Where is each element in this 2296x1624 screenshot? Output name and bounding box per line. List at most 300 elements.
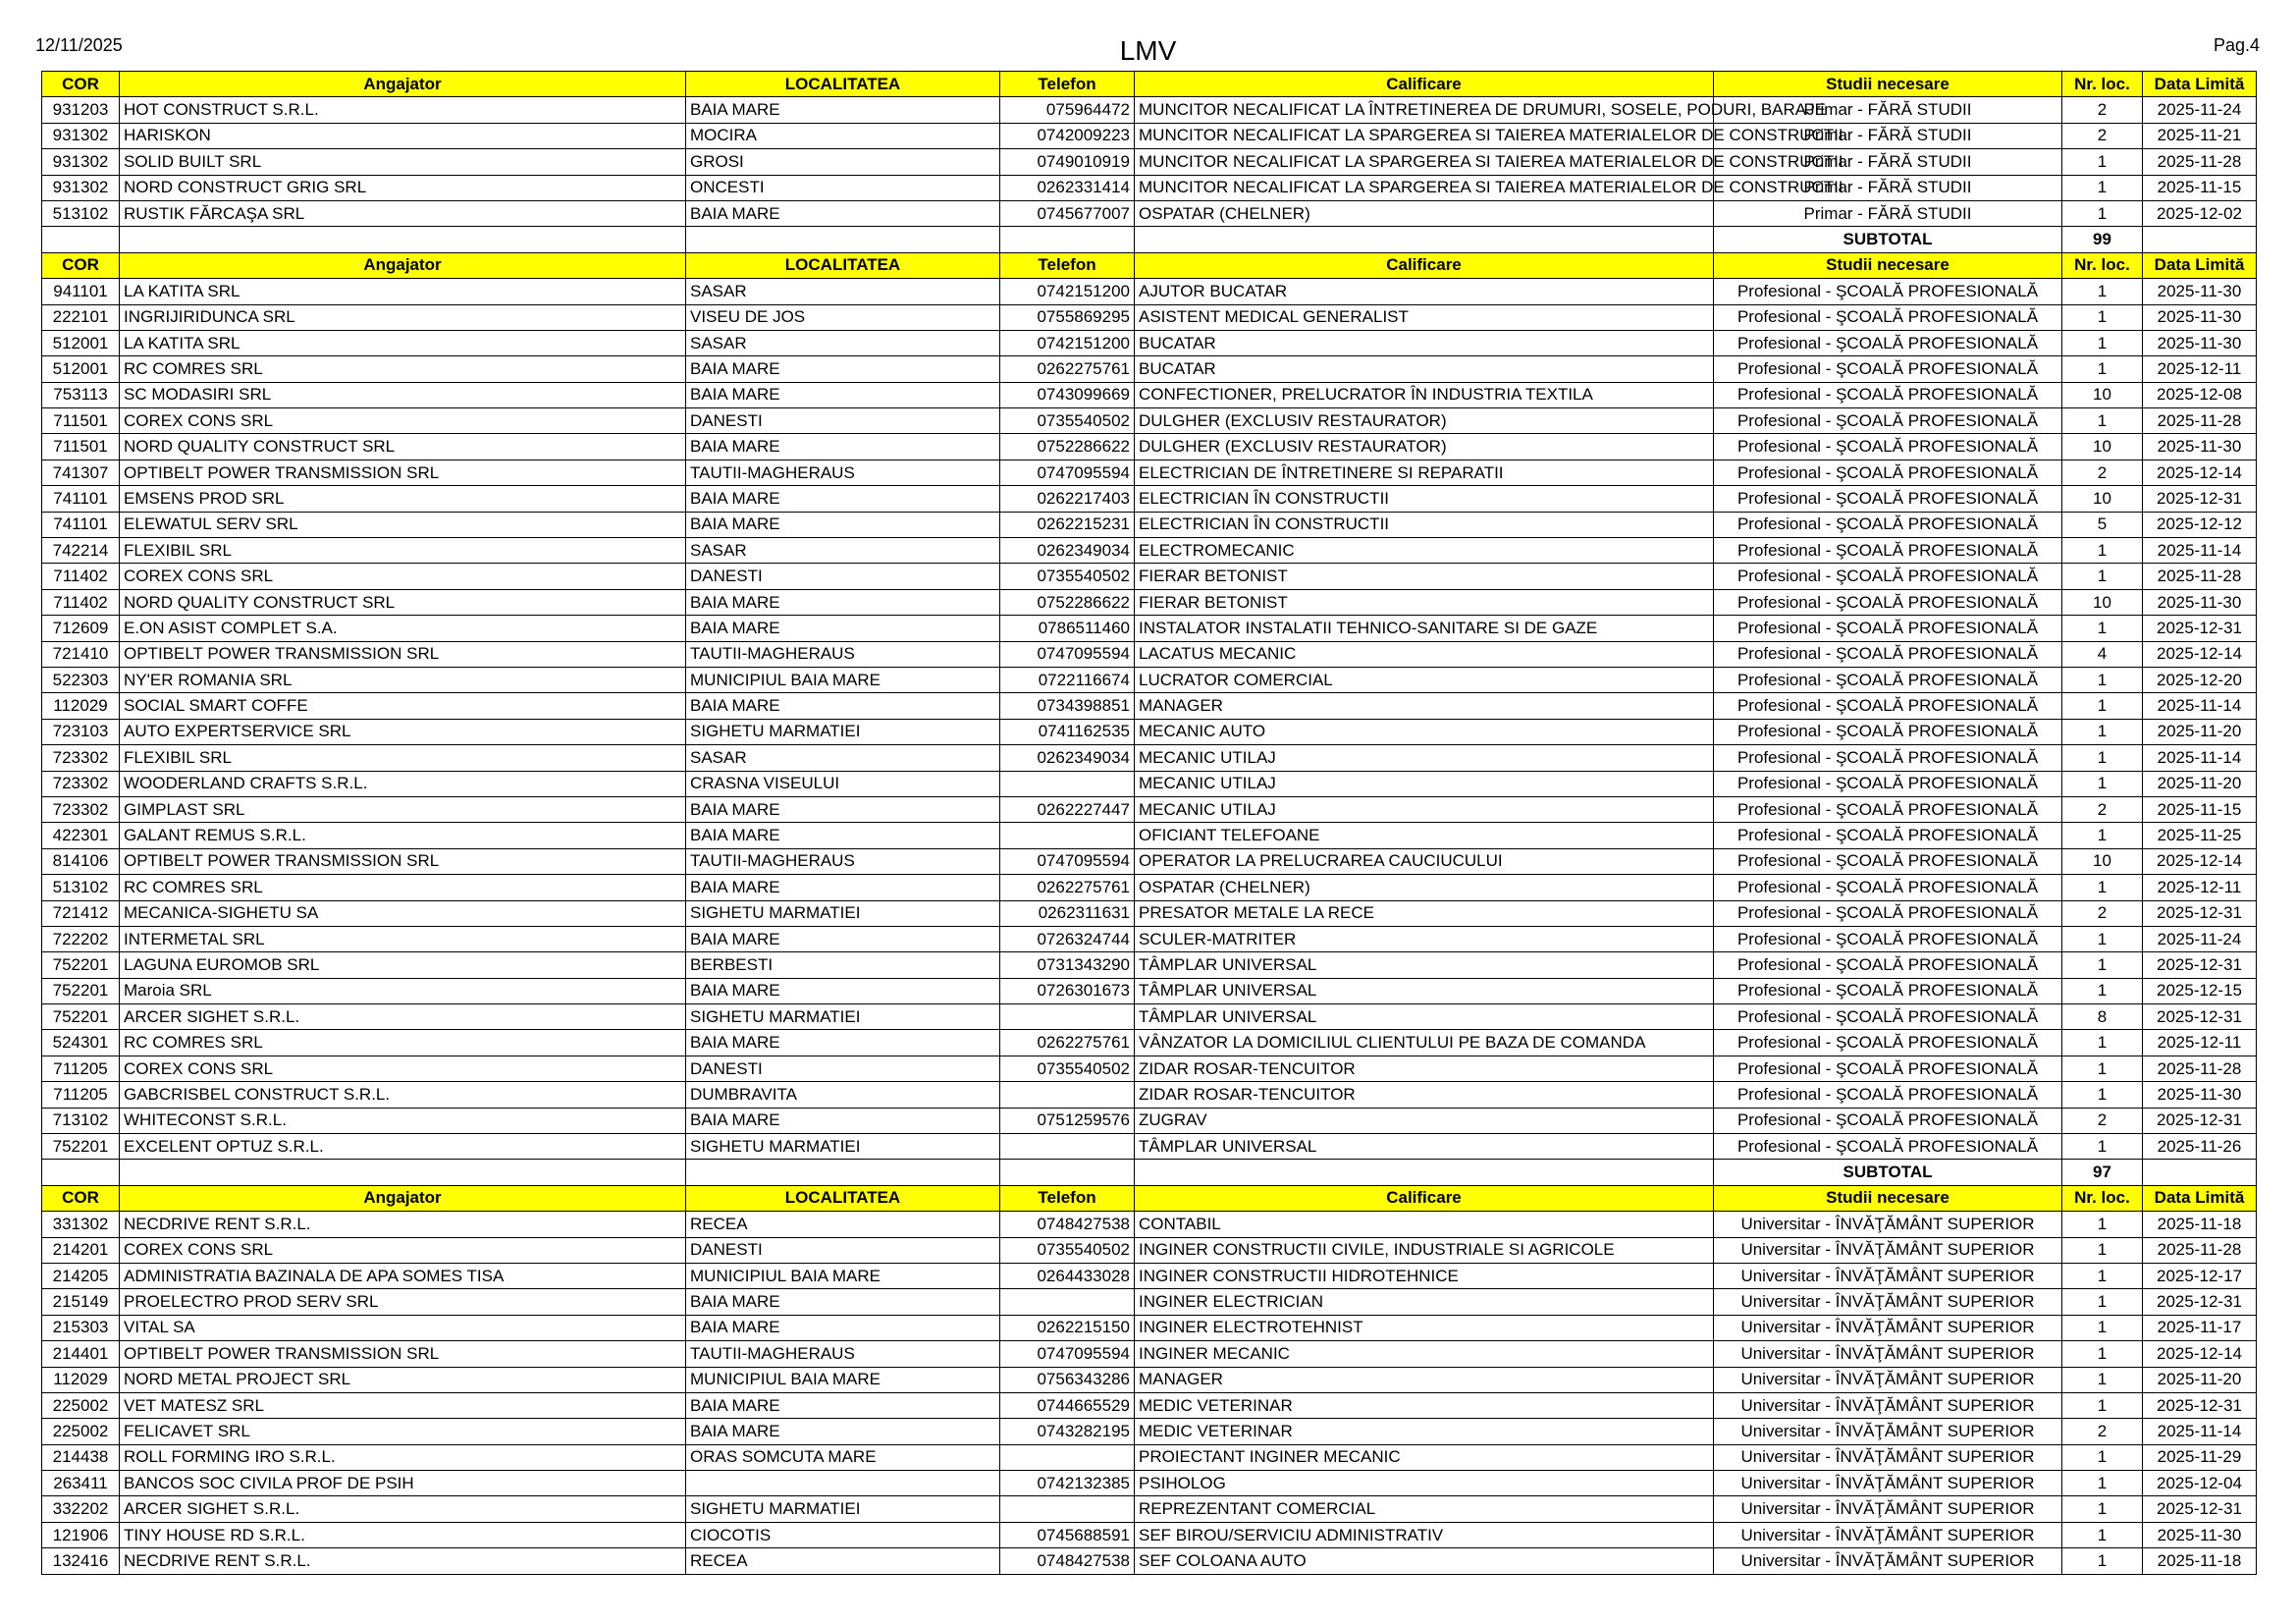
cell-cor: 941101	[42, 279, 120, 304]
column-header-data-limita: Data Limită	[2143, 72, 2257, 97]
cell-calificare: MANAGER	[1135, 1367, 1714, 1392]
cell-calificare: INGINER ELECTRICIAN	[1135, 1289, 1714, 1315]
subtotal-label: SUBTOTAL	[1714, 227, 2062, 252]
cell-data-limita: 2025-12-31	[2143, 1108, 2257, 1133]
column-header-data-limita: Data Limită	[2143, 1185, 2257, 1211]
cell-cor: 712609	[42, 616, 120, 641]
table-row	[42, 796, 2257, 822]
cell-telefon	[1000, 1134, 1135, 1160]
cell-nr-loc: 1	[2062, 667, 2143, 692]
cell-calificare: CONTABIL	[1135, 1212, 1714, 1237]
cell-telefon: 0262311631	[1000, 900, 1135, 926]
table-row	[42, 200, 2257, 226]
cell-data-limita: 2025-12-17	[2143, 1263, 2257, 1288]
cell-telefon: 0735540502	[1000, 564, 1135, 589]
cell-data-limita: 2025-12-14	[2143, 848, 2257, 874]
table-row	[42, 875, 2257, 900]
cell-calificare: INGINER ELECTROTEHNIST	[1135, 1315, 1714, 1340]
table-row	[42, 667, 2257, 692]
cell-studii: Primar - FĂRĂ STUDII	[1714, 123, 2062, 148]
cell-cor: 814106	[42, 848, 120, 874]
cell-cor: 112029	[42, 1367, 120, 1392]
cell-telefon	[1000, 1444, 1135, 1470]
cell-nr-loc: 1	[2062, 1289, 2143, 1315]
cell-telefon: 0264433028	[1000, 1263, 1135, 1288]
cell-calificare: MEDIC VETERINAR	[1135, 1392, 1714, 1418]
cell-telefon: 0745688591	[1000, 1522, 1135, 1547]
cell-studii: Profesional - ŞCOALĂ PROFESIONALĂ	[1714, 848, 2062, 874]
cell-cor: 214401	[42, 1341, 120, 1367]
cell-telefon: 0262215231	[1000, 512, 1135, 537]
table-row	[42, 616, 2257, 641]
cell-angajator: WOODERLAND CRAFTS S.R.L.	[120, 771, 686, 796]
cell-data-limita: 2025-11-24	[2143, 926, 2257, 951]
cell-data-limita: 2025-11-15	[2143, 175, 2257, 200]
cell-telefon	[1000, 823, 1135, 848]
cell-data-limita: 2025-12-31	[2143, 1289, 2257, 1315]
cell-localitatea: BAIA MARE	[686, 926, 1000, 951]
cell-localitatea: CIOCOTIS	[686, 1522, 1000, 1547]
cell-data-limita: 2025-12-04	[2143, 1471, 2257, 1496]
column-header-studii: Studii necesare	[1714, 252, 2062, 278]
cell-data-limita: 2025-11-28	[2143, 149, 2257, 175]
cell-telefon: 0731343290	[1000, 952, 1135, 978]
cell-data-limita: 2025-12-31	[2143, 952, 2257, 978]
table-row	[42, 952, 2257, 978]
column-header-angajator: Angajator	[120, 72, 686, 97]
cell-angajator: WHITECONST S.R.L.	[120, 1108, 686, 1133]
table-row	[42, 1004, 2257, 1030]
cell-calificare: BUCATAR	[1135, 356, 1714, 382]
cell-calificare: ZIDAR ROSAR-TENCUITOR	[1135, 1056, 1714, 1081]
cell-localitatea: SIGHETU MARMATIEI	[686, 1496, 1000, 1522]
column-header-localitatea: LOCALITATEA	[686, 1185, 1000, 1211]
cell-telefon: 0747095594	[1000, 848, 1135, 874]
cell-nr-loc: 2	[2062, 796, 2143, 822]
cell-nr-loc: 1	[2062, 1134, 2143, 1160]
cell-calificare: MECANIC AUTO	[1135, 719, 1714, 744]
cell-studii: Universitar - ÎNVĂŢĂMÂNT SUPERIOR	[1714, 1315, 2062, 1340]
cell-data-limita: 2025-11-26	[2143, 1134, 2257, 1160]
cell-calificare: TÂMPLAR UNIVERSAL	[1135, 978, 1714, 1003]
cell-cor: 214438	[42, 1444, 120, 1470]
cell-angajator: LA KATITA SRL	[120, 330, 686, 355]
cell-nr-loc: 1	[2062, 1471, 2143, 1496]
cell-localitatea: BAIA MARE	[686, 875, 1000, 900]
cell-studii: Profesional - ŞCOALĂ PROFESIONALĂ	[1714, 434, 2062, 460]
cell-cor: 422301	[42, 823, 120, 848]
cell-localitatea: TAUTII-MAGHERAUS	[686, 460, 1000, 485]
cell-calificare: TÂMPLAR UNIVERSAL	[1135, 952, 1714, 978]
table-row	[42, 1030, 2257, 1056]
cell-nr-loc: 1	[2062, 1237, 2143, 1263]
cell-calificare: FIERAR BETONIST	[1135, 589, 1714, 615]
cell-cor: 713102	[42, 1108, 120, 1133]
column-header-calificare: Calificare	[1135, 72, 1714, 97]
cell-calificare: PRESATOR METALE LA RECE	[1135, 900, 1714, 926]
cell-telefon: 0756343286	[1000, 1367, 1135, 1392]
cell-localitatea: GROSI	[686, 149, 1000, 175]
cell-telefon: 0749010919	[1000, 149, 1135, 175]
cell-nr-loc: 1	[2062, 1522, 2143, 1547]
cell-nr-loc: 1	[2062, 1082, 2143, 1108]
table-row	[42, 589, 2257, 615]
cell-cor: 711501	[42, 434, 120, 460]
cell-localitatea: SASAR	[686, 330, 1000, 355]
cell-studii: Profesional - ŞCOALĂ PROFESIONALĂ	[1714, 356, 2062, 382]
cell-nr-loc: 10	[2062, 848, 2143, 874]
cell-nr-loc: 1	[2062, 926, 2143, 951]
cell-nr-loc: 2	[2062, 900, 2143, 926]
cell-studii: Primar - FĂRĂ STUDII	[1714, 149, 2062, 175]
cell-telefon	[1000, 1004, 1135, 1030]
cell-telefon: 0262275761	[1000, 1030, 1135, 1056]
cell-localitatea: BAIA MARE	[686, 200, 1000, 226]
cell-data-limita: 2025-11-30	[2143, 279, 2257, 304]
cell-nr-loc: 1	[2062, 564, 2143, 589]
cell-localitatea: MUNICIPIUL BAIA MARE	[686, 1263, 1000, 1288]
cell-nr-loc: 8	[2062, 1004, 2143, 1030]
cell-calificare: ELECTRICIAN ÎN CONSTRUCTII	[1135, 512, 1714, 537]
cell-data-limita: 2025-11-28	[2143, 1056, 2257, 1081]
cell-calificare: DULGHER (EXCLUSIV RESTAURATOR)	[1135, 434, 1714, 460]
cell-nr-loc: 5	[2062, 512, 2143, 537]
cell-data-limita: 2025-11-15	[2143, 796, 2257, 822]
cell-data-limita: 2025-12-31	[2143, 1004, 2257, 1030]
cell-calificare: LACATUS MECANIC	[1135, 641, 1714, 667]
cell-nr-loc: 1	[2062, 719, 2143, 744]
cell-studii: Universitar - ÎNVĂŢĂMÂNT SUPERIOR	[1714, 1496, 2062, 1522]
cell-calificare: ZUGRAV	[1135, 1108, 1714, 1133]
cell-nr-loc: 1	[2062, 616, 2143, 641]
cell-data-limita: 2025-12-14	[2143, 1341, 2257, 1367]
table-header-row	[42, 252, 2257, 278]
empty-cell	[42, 227, 120, 252]
cell-angajator: OPTIBELT POWER TRANSMISSION SRL	[120, 1341, 686, 1367]
cell-data-limita: 2025-11-14	[2143, 745, 2257, 771]
cell-angajator: NORD CONSTRUCT GRIG SRL	[120, 175, 686, 200]
empty-cell	[2143, 227, 2257, 252]
cell-studii: Profesional - ŞCOALĂ PROFESIONALĂ	[1714, 771, 2062, 796]
column-header-data-limita: Data Limită	[2143, 252, 2257, 278]
cell-studii: Profesional - ŞCOALĂ PROFESIONALĂ	[1714, 1030, 2062, 1056]
cell-angajator: ADMINISTRATIA BAZINALA DE APA SOMES TISA	[120, 1263, 686, 1288]
cell-localitatea: SIGHETU MARMATIEI	[686, 900, 1000, 926]
cell-studii: Profesional - ŞCOALĂ PROFESIONALĂ	[1714, 408, 2062, 434]
cell-studii: Profesional - ŞCOALĂ PROFESIONALĂ	[1714, 279, 2062, 304]
column-header-nr-loc: Nr. loc.	[2062, 252, 2143, 278]
cell-data-limita: 2025-12-31	[2143, 1392, 2257, 1418]
cell-cor: 752201	[42, 978, 120, 1003]
cell-angajator: FELICAVET SRL	[120, 1419, 686, 1444]
cell-angajator: RUSTIK FĂRCAŞA SRL	[120, 200, 686, 226]
cell-calificare: LUCRATOR COMERCIAL	[1135, 667, 1714, 692]
cell-studii: Profesional - ŞCOALĂ PROFESIONALĂ	[1714, 1134, 2062, 1160]
cell-calificare: MUNCITOR NECALIFICAT LA SPARGEREA SI TAIEREA MATERIALELOR DE CONSTRUCTII	[1135, 175, 1714, 200]
cell-angajator: NECDRIVE RENT S.R.L.	[120, 1212, 686, 1237]
empty-cell	[1000, 227, 1135, 252]
cell-angajator: VET MATESZ SRL	[120, 1392, 686, 1418]
cell-studii: Profesional - ŞCOALĂ PROFESIONALĂ	[1714, 900, 2062, 926]
cell-calificare: MEDIC VETERINAR	[1135, 1419, 1714, 1444]
cell-localitatea: TAUTII-MAGHERAUS	[686, 848, 1000, 874]
cell-cor: 214201	[42, 1237, 120, 1263]
cell-cor: 222101	[42, 304, 120, 330]
cell-localitatea: MUNICIPIUL BAIA MARE	[686, 1367, 1000, 1392]
cell-localitatea: DANESTI	[686, 408, 1000, 434]
empty-cell	[686, 1160, 1000, 1185]
cell-nr-loc: 1	[2062, 1444, 2143, 1470]
cell-localitatea: DUMBRAVITA	[686, 1082, 1000, 1108]
subtotal-value: 99	[2062, 227, 2143, 252]
cell-data-limita: 2025-11-28	[2143, 564, 2257, 589]
cell-cor: 741307	[42, 460, 120, 485]
cell-data-limita: 2025-12-14	[2143, 460, 2257, 485]
cell-angajator: NORD QUALITY CONSTRUCT SRL	[120, 434, 686, 460]
table-row	[42, 1108, 2257, 1133]
cell-telefon: 0262227447	[1000, 796, 1135, 822]
cell-localitatea: RECEA	[686, 1548, 1000, 1574]
cell-nr-loc: 2	[2062, 460, 2143, 485]
cell-data-limita: 2025-11-18	[2143, 1548, 2257, 1574]
cell-telefon: 0262275761	[1000, 875, 1135, 900]
cell-data-limita: 2025-12-11	[2143, 875, 2257, 900]
cell-angajator: ROLL FORMING IRO S.R.L.	[120, 1444, 686, 1470]
column-header-telefon: Telefon	[1000, 72, 1135, 97]
cell-localitatea: DANESTI	[686, 564, 1000, 589]
cell-calificare: MECANIC UTILAJ	[1135, 796, 1714, 822]
cell-studii: Primar - FĂRĂ STUDII	[1714, 175, 2062, 200]
cell-cor: 752201	[42, 1134, 120, 1160]
table-row	[42, 771, 2257, 796]
subtotal-row	[42, 1160, 2257, 1185]
cell-telefon: 0262349034	[1000, 745, 1135, 771]
cell-angajator: Maroia SRL	[120, 978, 686, 1003]
cell-studii: Profesional - ŞCOALĂ PROFESIONALĂ	[1714, 796, 2062, 822]
cell-studii: Primar - FĂRĂ STUDII	[1714, 200, 2062, 226]
table-row	[42, 434, 2257, 460]
cell-calificare: DULGHER (EXCLUSIV RESTAURATOR)	[1135, 408, 1714, 434]
table-row	[42, 1471, 2257, 1496]
cell-data-limita: 2025-11-25	[2143, 823, 2257, 848]
cell-localitatea: BERBESTI	[686, 952, 1000, 978]
cell-nr-loc: 1	[2062, 823, 2143, 848]
cell-studii: Profesional - ŞCOALĂ PROFESIONALĂ	[1714, 1056, 2062, 1081]
cell-calificare: PROIECTANT INGINER MECANIC	[1135, 1444, 1714, 1470]
cell-angajator: COREX CONS SRL	[120, 564, 686, 589]
cell-nr-loc: 1	[2062, 1367, 2143, 1392]
table-row	[42, 693, 2257, 719]
empty-cell	[2143, 1160, 2257, 1185]
cell-angajator: HARISKON	[120, 123, 686, 148]
cell-nr-loc: 1	[2062, 875, 2143, 900]
cell-cor: 112029	[42, 693, 120, 719]
cell-localitatea	[686, 1471, 1000, 1496]
cell-telefon	[1000, 1289, 1135, 1315]
empty-cell	[1135, 227, 1714, 252]
table-row	[42, 175, 2257, 200]
cell-data-limita: 2025-12-12	[2143, 512, 2257, 537]
column-header-studii: Studii necesare	[1714, 72, 2062, 97]
cell-cor: 723302	[42, 745, 120, 771]
cell-localitatea: BAIA MARE	[686, 616, 1000, 641]
cell-cor: 721410	[42, 641, 120, 667]
table-row	[42, 382, 2257, 407]
cell-angajator: EMSENS PROD SRL	[120, 486, 686, 512]
cell-data-limita: 2025-11-30	[2143, 330, 2257, 355]
cell-cor: 742214	[42, 538, 120, 564]
cell-localitatea: BAIA MARE	[686, 512, 1000, 537]
cell-studii: Profesional - ŞCOALĂ PROFESIONALĂ	[1714, 875, 2062, 900]
cell-angajator: FLEXIBIL SRL	[120, 538, 686, 564]
cell-data-limita: 2025-12-31	[2143, 1496, 2257, 1522]
cell-cor: 513102	[42, 875, 120, 900]
cell-nr-loc: 2	[2062, 1419, 2143, 1444]
cell-calificare: CONFECTIONER, PRELUCRATOR ÎN INDUSTRIA TEXTILA	[1135, 382, 1714, 407]
cell-studii: Profesional - ŞCOALĂ PROFESIONALĂ	[1714, 564, 2062, 589]
cell-cor: 711205	[42, 1056, 120, 1081]
table-row	[42, 538, 2257, 564]
cell-data-limita: 2025-11-30	[2143, 1082, 2257, 1108]
cell-cor: 512001	[42, 356, 120, 382]
table-body	[42, 72, 2257, 1575]
page-number: Pag.4	[2213, 35, 2260, 55]
column-header-localitatea: LOCALITATEA	[686, 252, 1000, 278]
cell-cor: 711205	[42, 1082, 120, 1108]
cell-telefon: 0747095594	[1000, 460, 1135, 485]
cell-angajator: RC COMRES SRL	[120, 875, 686, 900]
cell-telefon: 0722116674	[1000, 667, 1135, 692]
column-header-cor: COR	[42, 1185, 120, 1211]
empty-cell	[1135, 1160, 1714, 1185]
cell-angajator: GIMPLAST SRL	[120, 796, 686, 822]
cell-angajator: MECANICA-SIGHETU SA	[120, 900, 686, 926]
cell-nr-loc: 1	[2062, 1548, 2143, 1574]
cell-localitatea: BAIA MARE	[686, 1289, 1000, 1315]
cell-calificare: FIERAR BETONIST	[1135, 564, 1714, 589]
table-row	[42, 978, 2257, 1003]
cell-cor: 741101	[42, 512, 120, 537]
table-row	[42, 1444, 2257, 1470]
cell-nr-loc: 2	[2062, 123, 2143, 148]
cell-data-limita: 2025-11-17	[2143, 1315, 2257, 1340]
cell-calificare: MECANIC UTILAJ	[1135, 745, 1714, 771]
table-row	[42, 641, 2257, 667]
cell-angajator: GALANT REMUS S.R.L.	[120, 823, 686, 848]
cell-localitatea: TAUTII-MAGHERAUS	[686, 1341, 1000, 1367]
cell-cor: 723302	[42, 796, 120, 822]
cell-cor: 215149	[42, 1289, 120, 1315]
cell-localitatea: BAIA MARE	[686, 693, 1000, 719]
cell-data-limita: 2025-12-14	[2143, 641, 2257, 667]
cell-studii: Profesional - ŞCOALĂ PROFESIONALĂ	[1714, 926, 2062, 951]
cell-cor: 513102	[42, 200, 120, 226]
cell-localitatea: BAIA MARE	[686, 823, 1000, 848]
cell-calificare: INGINER CONSTRUCTII HIDROTEHNICE	[1135, 1263, 1714, 1288]
cell-localitatea: BAIA MARE	[686, 1315, 1000, 1340]
page-title: LMV	[1119, 35, 1177, 66]
table-row	[42, 926, 2257, 951]
cell-nr-loc: 1	[2062, 408, 2143, 434]
cell-nr-loc: 10	[2062, 434, 2143, 460]
table-row	[42, 1341, 2257, 1367]
cell-studii: Profesional - ŞCOALĂ PROFESIONALĂ	[1714, 460, 2062, 485]
cell-localitatea: BAIA MARE	[686, 589, 1000, 615]
cell-data-limita: 2025-12-02	[2143, 200, 2257, 226]
cell-studii: Profesional - ŞCOALĂ PROFESIONALĂ	[1714, 304, 2062, 330]
subtotal-row	[42, 227, 2257, 252]
table-row	[42, 1289, 2257, 1315]
cell-studii: Profesional - ŞCOALĂ PROFESIONALĂ	[1714, 719, 2062, 744]
table-row	[42, 1315, 2257, 1340]
cell-localitatea: VISEU DE JOS	[686, 304, 1000, 330]
cell-angajator: OPTIBELT POWER TRANSMISSION SRL	[120, 848, 686, 874]
cell-telefon	[1000, 1496, 1135, 1522]
cell-studii: Profesional - ŞCOALĂ PROFESIONALĂ	[1714, 1004, 2062, 1030]
column-header-localitatea: LOCALITATEA	[686, 72, 1000, 97]
cell-cor: 524301	[42, 1030, 120, 1056]
cell-calificare: ASISTENT MEDICAL GENERALIST	[1135, 304, 1714, 330]
cell-angajator: TINY HOUSE RD S.R.L.	[120, 1522, 686, 1547]
cell-studii: Universitar - ÎNVĂŢĂMÂNT SUPERIOR	[1714, 1392, 2062, 1418]
cell-cor: 931302	[42, 123, 120, 148]
cell-telefon: 0742132385	[1000, 1471, 1135, 1496]
cell-cor: 752201	[42, 952, 120, 978]
cell-studii: Universitar - ÎNVĂŢĂMÂNT SUPERIOR	[1714, 1237, 2062, 1263]
cell-studii: Profesional - ŞCOALĂ PROFESIONALĂ	[1714, 641, 2062, 667]
cell-calificare: MUNCITOR NECALIFICAT LA SPARGEREA SI TAIEREA MATERIALELOR DE CONSTRUCTII	[1135, 149, 1714, 175]
cell-calificare: INGINER CONSTRUCTII CIVILE, INDUSTRIALE SI AGRICOLE	[1135, 1237, 1714, 1263]
cell-telefon: 0755869295	[1000, 304, 1135, 330]
cell-localitatea: BAIA MARE	[686, 796, 1000, 822]
cell-studii: Universitar - ÎNVĂŢĂMÂNT SUPERIOR	[1714, 1341, 2062, 1367]
cell-telefon: 0726324744	[1000, 926, 1135, 951]
table-header-row	[42, 72, 2257, 97]
empty-cell	[686, 227, 1000, 252]
cell-telefon: 0262217403	[1000, 486, 1135, 512]
cell-data-limita: 2025-11-20	[2143, 771, 2257, 796]
print-date: 12/11/2025	[35, 35, 123, 55]
cell-telefon: 0743099669	[1000, 382, 1135, 407]
column-header-calificare: Calificare	[1135, 1185, 1714, 1211]
column-header-nr-loc: Nr. loc.	[2062, 1185, 2143, 1211]
cell-nr-loc: 1	[2062, 538, 2143, 564]
cell-calificare: MECANIC UTILAJ	[1135, 771, 1714, 796]
cell-nr-loc: 1	[2062, 356, 2143, 382]
cell-data-limita: 2025-11-30	[2143, 434, 2257, 460]
cell-cor: 931302	[42, 175, 120, 200]
cell-calificare: TÂMPLAR UNIVERSAL	[1135, 1004, 1714, 1030]
cell-data-limita: 2025-11-30	[2143, 304, 2257, 330]
cell-localitatea: BAIA MARE	[686, 97, 1000, 123]
cell-angajator: SOCIAL SMART COFFE	[120, 693, 686, 719]
job-vacancies-table	[41, 71, 2257, 1575]
cell-data-limita: 2025-12-11	[2143, 356, 2257, 382]
cell-studii: Universitar - ÎNVĂŢĂMÂNT SUPERIOR	[1714, 1367, 2062, 1392]
column-header-nr-loc: Nr. loc.	[2062, 72, 2143, 97]
cell-data-limita: 2025-11-30	[2143, 1522, 2257, 1547]
subtotal-value: 97	[2062, 1160, 2143, 1185]
cell-nr-loc: 1	[2062, 330, 2143, 355]
cell-angajator: RC COMRES SRL	[120, 1030, 686, 1056]
cell-angajator: BANCOS SOC CIVILA PROF DE PSIH	[120, 1471, 686, 1496]
table-row	[42, 1522, 2257, 1547]
cell-data-limita: 2025-11-20	[2143, 719, 2257, 744]
cell-angajator: ELEWATUL SERV SRL	[120, 512, 686, 537]
cell-nr-loc: 10	[2062, 589, 2143, 615]
cell-telefon: 0748427538	[1000, 1548, 1135, 1574]
table-row	[42, 1237, 2257, 1263]
